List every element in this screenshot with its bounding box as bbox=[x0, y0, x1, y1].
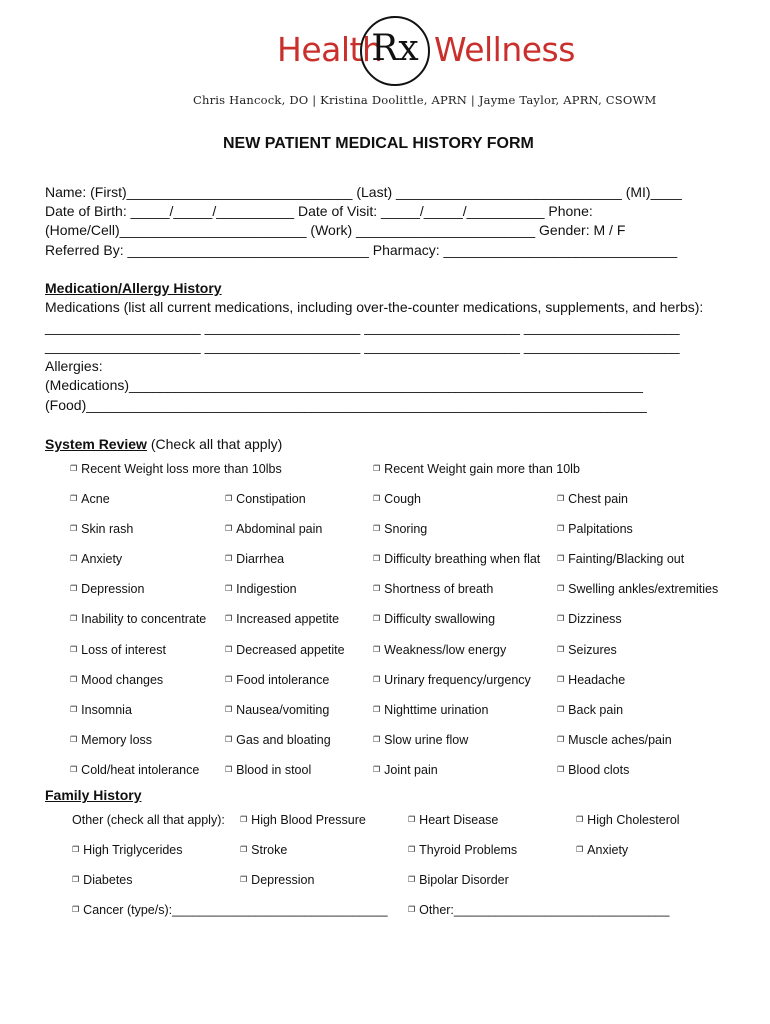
symptom-difficulty-breathing-when-flat[interactable] bbox=[373, 552, 540, 566]
checkbox-icon[interactable]: ❐ bbox=[373, 464, 381, 473]
checkbox-label: Depression bbox=[81, 582, 145, 597]
checkbox-label: Stroke bbox=[251, 843, 288, 857]
checkbox-label: Memory loss bbox=[81, 732, 153, 747]
family-depression[interactable] bbox=[240, 873, 314, 887]
symptom-blood-clots[interactable] bbox=[557, 763, 629, 777]
checkbox-label: Thyroid Problems bbox=[419, 843, 518, 857]
checkbox-icon[interactable]: ❐ bbox=[373, 644, 381, 654]
symptom-palpitations[interactable] bbox=[557, 522, 633, 536]
symptom-fainting-blacking-out[interactable] bbox=[557, 552, 684, 566]
checkbox-label: High Triglycerides bbox=[83, 843, 183, 857]
symptom-muscle-aches-pain[interactable] bbox=[557, 733, 672, 747]
checkbox-label: Recent Weight loss more than 10lbs bbox=[81, 462, 282, 476]
symptom-cough[interactable] bbox=[373, 492, 421, 506]
checkbox-icon[interactable]: ❐ bbox=[225, 734, 233, 744]
checkbox-icon[interactable]: ❐ bbox=[408, 875, 416, 884]
symptom-anxiety[interactable] bbox=[70, 552, 122, 566]
checkbox-icon[interactable]: ❐ bbox=[70, 554, 78, 564]
checkbox-icon[interactable]: ❐ bbox=[373, 614, 381, 624]
checkbox-label: Inability to concentrate bbox=[81, 612, 207, 627]
system-review-title: System Review bbox=[45, 436, 147, 452]
checkbox-label: Snoring bbox=[384, 522, 428, 537]
checkbox-icon[interactable]: ❐ bbox=[373, 734, 381, 744]
checkbox-icon[interactable]: ❐ bbox=[557, 764, 565, 774]
medication-section-title: Medication/Allergy History bbox=[45, 280, 222, 296]
checkbox-label: Indigestion bbox=[236, 582, 297, 597]
checkbox-icon[interactable]: ❐ bbox=[225, 524, 233, 534]
referred-pharmacy-line[interactable]: Referred By: _______________________________ Pharmacy: ______________________________ bbox=[45, 242, 678, 258]
symptom-snoring[interactable] bbox=[373, 522, 427, 536]
family-diabetes[interactable] bbox=[72, 873, 133, 887]
symptom-swelling-ankles-extremities[interactable] bbox=[557, 582, 718, 596]
family-other-check-all bbox=[72, 813, 225, 827]
symptom-nighttime-urination[interactable] bbox=[373, 703, 488, 717]
logo-wellness-text: Wellness bbox=[434, 30, 575, 69]
symptom-nausea-vomiting[interactable] bbox=[225, 703, 329, 717]
symptom-recent-weight-loss-more-than-10lbs[interactable] bbox=[70, 462, 282, 476]
checkbox-icon[interactable]: ❐ bbox=[70, 524, 78, 534]
checkbox-icon[interactable]: ❐ bbox=[240, 875, 248, 884]
family-heart-disease[interactable] bbox=[408, 813, 498, 827]
symptom-difficulty-swallowing[interactable] bbox=[373, 612, 495, 626]
symptom-skin-rash[interactable] bbox=[70, 522, 133, 536]
checkbox-icon[interactable]: ❐ bbox=[408, 905, 416, 914]
checkbox-icon[interactable]: ❐ bbox=[557, 674, 565, 684]
checkbox-icon[interactable]: ❐ bbox=[373, 674, 381, 684]
checkbox-icon[interactable]: ❐ bbox=[373, 764, 381, 774]
checkbox-label: Mood changes bbox=[81, 672, 164, 687]
checkbox-label: Food intolerance bbox=[236, 672, 330, 687]
checkbox-icon[interactable]: ❐ bbox=[240, 815, 248, 824]
symptom-recent-weight-gain-more-than-10lb[interactable] bbox=[373, 462, 580, 476]
checkbox-label: Swelling ankles/extremities bbox=[568, 582, 719, 597]
checkbox-icon[interactable]: ❐ bbox=[373, 584, 381, 594]
checkbox-label: High Blood Pressure bbox=[251, 813, 366, 827]
checkbox-icon[interactable]: ❐ bbox=[373, 554, 381, 564]
symptom-diarrhea[interactable] bbox=[225, 552, 284, 566]
name-field-line[interactable]: Name: (First)_____________________________ (Last) _____________________________ (MI)____ bbox=[45, 184, 682, 200]
symptom-inability-to-concentrate[interactable] bbox=[70, 612, 206, 626]
checkbox-icon[interactable]: ❐ bbox=[225, 704, 233, 714]
allergy-medications-field[interactable]: (Medications)__________________________________________________________________ bbox=[45, 377, 643, 393]
checkbox-label: Nausea/vomiting bbox=[236, 702, 330, 717]
checkbox-icon[interactable]: ❐ bbox=[70, 674, 78, 684]
checkbox-label: Diarrhea bbox=[236, 552, 285, 567]
checkbox-icon[interactable]: ❐ bbox=[72, 905, 80, 914]
symptom-insomnia[interactable] bbox=[70, 703, 132, 717]
checkbox-label: Loss of interest bbox=[81, 642, 166, 657]
symptom-back-pain[interactable] bbox=[557, 703, 623, 717]
symptom-loss-of-interest[interactable] bbox=[70, 643, 166, 657]
symptom-gas-and-bloating[interactable] bbox=[225, 733, 331, 747]
symptom-dizziness[interactable] bbox=[557, 612, 622, 626]
checkbox-icon[interactable]: ❐ bbox=[72, 875, 80, 884]
checkbox-label: Seizures bbox=[568, 642, 617, 657]
medications-intro: Medications (list all current medications, including over-the-counter medications, supplements, and herbs): bbox=[45, 299, 704, 315]
checkbox-label: Back pain bbox=[568, 702, 624, 717]
checkbox-label: Difficulty swallowing bbox=[384, 612, 496, 627]
family-high-blood-pressure[interactable] bbox=[240, 813, 366, 827]
symptom-blood-in-stool[interactable] bbox=[225, 763, 311, 777]
family-high-triglycerides[interactable] bbox=[72, 843, 183, 857]
checkbox-icon[interactable]: ❐ bbox=[225, 764, 233, 774]
checkbox-icon[interactable]: ❐ bbox=[225, 554, 233, 564]
symptom-slow-urine-flow[interactable] bbox=[373, 733, 468, 747]
checkbox-icon[interactable]: ❐ bbox=[373, 704, 381, 714]
checkbox-label: Blood clots bbox=[568, 762, 630, 777]
checkbox-icon[interactable]: ❐ bbox=[557, 584, 565, 594]
checkbox-label: Shortness of breath bbox=[384, 582, 494, 597]
medications-blank-line-1[interactable]: ____________________ ____________________ ____________________ ____________________ bbox=[45, 319, 680, 335]
checkbox-icon[interactable]: ❐ bbox=[225, 614, 233, 624]
checkbox-label: High Cholesterol bbox=[587, 813, 680, 827]
symptom-urinary-frequency-urgency[interactable] bbox=[373, 673, 531, 687]
checkbox-label: Chest pain bbox=[568, 492, 628, 506]
dob-visit-phone-line[interactable]: Date of Birth: _____/_____/__________ Date of Visit: _____/_____/__________ Phone: bbox=[45, 203, 593, 219]
family-other-condition[interactable] bbox=[408, 903, 669, 917]
checkbox-label: Muscle aches/pain bbox=[568, 732, 672, 747]
checkbox-icon[interactable]: ❐ bbox=[557, 494, 565, 503]
symptom-weakness-low-energy[interactable] bbox=[373, 643, 506, 657]
medications-blank-line-2[interactable]: ____________________ ____________________ ____________________ ____________________ bbox=[45, 338, 680, 354]
checkbox-icon[interactable]: ❐ bbox=[70, 584, 78, 594]
checkbox-label: Other:_______________________________ bbox=[419, 903, 670, 917]
family-bipolar-disorder[interactable] bbox=[408, 873, 509, 887]
allergies-label: Allergies: bbox=[45, 358, 103, 374]
logo-rx-circle bbox=[360, 16, 430, 86]
symptom-headache[interactable] bbox=[557, 673, 625, 687]
symptom-cold-heat-intolerance[interactable] bbox=[70, 763, 199, 777]
symptom-indigestion[interactable] bbox=[225, 582, 297, 596]
checkbox-label: Cold/heat intolerance bbox=[81, 762, 200, 777]
form-title: NEW PATIENT MEDICAL HISTORY FORM bbox=[223, 135, 534, 152]
checkbox-icon[interactable]: ❐ bbox=[225, 644, 233, 654]
checkbox-label: Skin rash bbox=[81, 522, 134, 537]
family-history-title: Family History bbox=[45, 787, 142, 803]
symptom-memory-loss[interactable] bbox=[70, 733, 152, 747]
checkbox-label: Slow urine flow bbox=[384, 732, 469, 747]
checkbox-label: Recent Weight gain more than 10lb bbox=[384, 462, 580, 476]
checkbox-label: Cough bbox=[384, 492, 422, 506]
checkbox-icon[interactable]: ❐ bbox=[70, 494, 78, 503]
checkbox-label: Decreased appetite bbox=[236, 642, 345, 657]
family-thyroid-problems[interactable] bbox=[408, 843, 517, 857]
checkbox-label: Urinary frequency/urgency bbox=[384, 672, 531, 687]
checkbox-icon[interactable]: ❐ bbox=[70, 644, 78, 654]
checkbox-label: Cancer (type/s):_______________________________ bbox=[83, 903, 388, 917]
checkbox-icon[interactable]: ❐ bbox=[70, 614, 78, 624]
checkbox-label: Anxiety bbox=[81, 552, 123, 567]
checkbox-icon[interactable]: ❐ bbox=[576, 845, 584, 854]
checkbox-label: Bipolar Disorder bbox=[419, 873, 509, 887]
symptom-chest-pain[interactable] bbox=[557, 492, 628, 506]
checkbox-icon[interactable]: ❐ bbox=[70, 764, 78, 774]
checkbox-label: Nighttime urination bbox=[384, 702, 489, 717]
checkbox-label: Increased appetite bbox=[236, 612, 340, 627]
checkbox-icon[interactable]: ❐ bbox=[70, 464, 78, 473]
symptom-constipation[interactable] bbox=[225, 492, 306, 506]
phone-gender-line[interactable]: (Home/Cell)________________________ (Work) _______________________ Gender: M / F bbox=[45, 222, 626, 238]
checkbox-label: Dizziness bbox=[568, 612, 622, 627]
checkbox-icon[interactable]: ❐ bbox=[557, 734, 565, 744]
symptom-acne[interactable] bbox=[70, 492, 110, 506]
family-high-cholesterol[interactable] bbox=[576, 813, 680, 827]
checkbox-icon[interactable]: ❐ bbox=[373, 494, 381, 503]
symptom-food-intolerance[interactable] bbox=[225, 673, 329, 687]
checkbox-icon[interactable]: ❐ bbox=[225, 674, 233, 684]
logo-rx-text: Rx bbox=[371, 28, 419, 69]
checkbox-label: Depression bbox=[251, 873, 315, 887]
checkbox-label: Constipation bbox=[236, 492, 306, 506]
checkbox-label: Headache bbox=[568, 672, 626, 687]
checkbox-icon[interactable]: ❐ bbox=[70, 704, 78, 714]
checkbox-icon[interactable]: ❐ bbox=[70, 734, 78, 744]
symptom-joint-pain[interactable] bbox=[373, 763, 438, 777]
checkbox-icon[interactable]: ❐ bbox=[557, 704, 565, 714]
checkbox-icon[interactable]: ❐ bbox=[557, 614, 565, 624]
checkbox-label: Palpitations bbox=[568, 522, 633, 537]
checkbox-label: Difficulty breathing when flat bbox=[384, 552, 541, 567]
checkbox-label: Insomnia bbox=[81, 702, 132, 717]
checkbox-icon[interactable]: ❐ bbox=[408, 845, 416, 854]
checkbox-label: Gas and bloating bbox=[236, 732, 331, 747]
checkbox-icon[interactable]: ❐ bbox=[557, 554, 565, 564]
checkbox-icon[interactable]: ❐ bbox=[240, 845, 248, 854]
checkbox-label: Fainting/Blacking out bbox=[568, 552, 685, 567]
checkbox-icon[interactable]: ❐ bbox=[373, 524, 381, 534]
family-anxiety[interactable] bbox=[576, 843, 628, 857]
symptom-decreased-appetite[interactable] bbox=[225, 643, 345, 657]
checkbox-label: Abdominal pain bbox=[236, 522, 323, 537]
system-review-subtitle: (Check all that apply) bbox=[150, 436, 283, 452]
checkbox-icon[interactable]: ❐ bbox=[72, 845, 80, 854]
checkbox-icon[interactable]: ❐ bbox=[576, 815, 584, 824]
checkbox-label: Diabetes bbox=[83, 873, 133, 887]
symptom-seizures[interactable] bbox=[557, 643, 617, 657]
checkbox-icon[interactable]: ❐ bbox=[408, 815, 416, 824]
checkbox-label: Weakness/low energy bbox=[384, 642, 507, 657]
symptom-increased-appetite[interactable] bbox=[225, 612, 339, 626]
logo-health-text: Health bbox=[277, 30, 383, 69]
staff-line: Chris Hancock, DO | Kristina Doolittle, APRN | Jayme Taylor, APRN, CSOWM bbox=[193, 93, 657, 107]
checkbox-icon[interactable]: ❐ bbox=[557, 524, 565, 534]
checkbox-label: Heart Disease bbox=[419, 813, 499, 827]
checkbox-label: Other (check all that apply): bbox=[72, 813, 225, 827]
symptom-shortness-of-breath[interactable] bbox=[373, 582, 493, 596]
checkbox-label: Anxiety bbox=[587, 843, 629, 857]
symptom-abdominal-pain[interactable] bbox=[225, 522, 322, 536]
symptom-depression[interactable] bbox=[70, 582, 144, 596]
family-stroke[interactable] bbox=[240, 843, 287, 857]
checkbox-icon[interactable]: ❐ bbox=[557, 644, 565, 654]
allergy-food-field[interactable]: (Food)________________________________________________________________________ bbox=[45, 397, 647, 413]
checkbox-label: Blood in stool bbox=[236, 762, 312, 777]
checkbox-icon[interactable]: ❐ bbox=[225, 584, 233, 594]
checkbox-label: Acne bbox=[81, 492, 110, 506]
symptom-mood-changes[interactable] bbox=[70, 673, 163, 687]
checkbox-icon[interactable]: ❐ bbox=[225, 494, 233, 503]
system-review-heading bbox=[45, 436, 282, 452]
checkbox-label: Joint pain bbox=[384, 762, 438, 777]
family-cancer-types[interactable] bbox=[72, 903, 388, 917]
